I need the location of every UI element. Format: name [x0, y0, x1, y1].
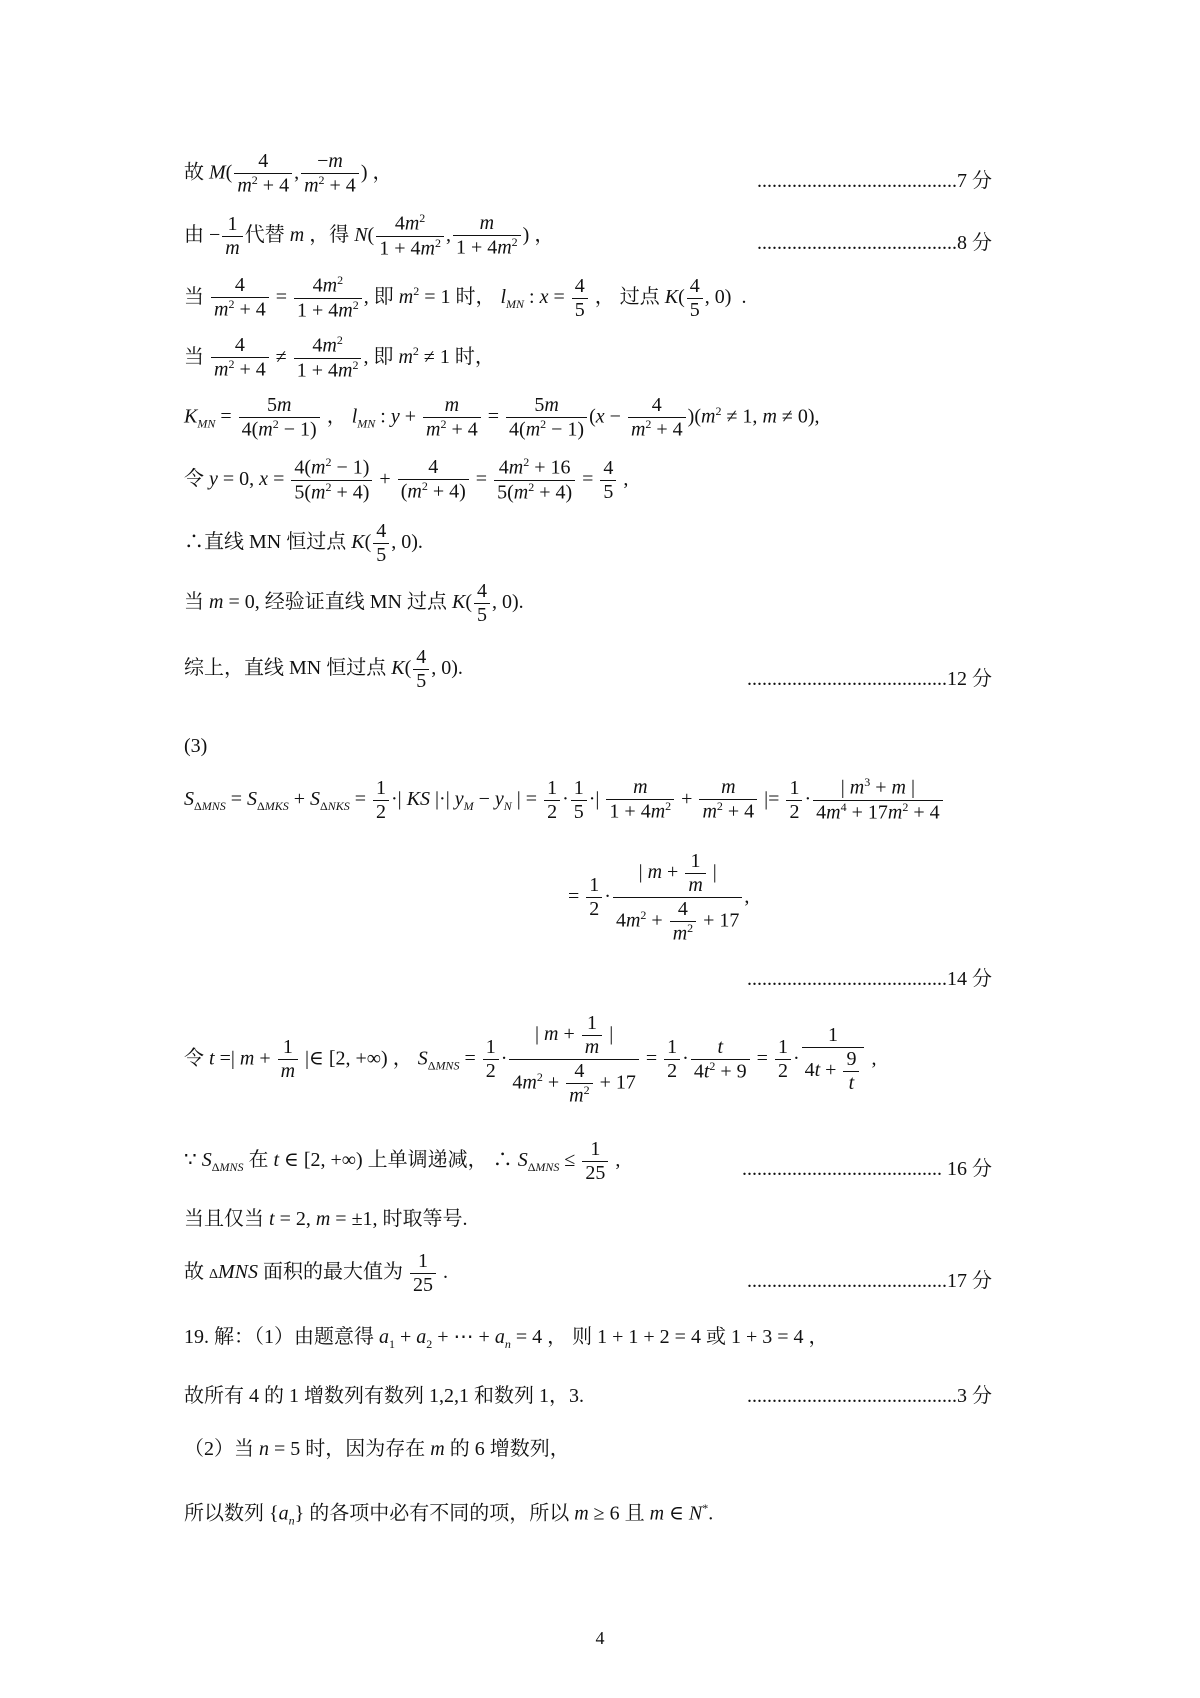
line-6: 令 y = 0, x = $\frac{4(m^2 - 1)}{5(m^2 + 4)}$ + $\frac{4}{(m^2 + 4)}$ = $\frac{4m^2 + 16}{5(m^2 + 4)}$ = $\frac{4}{5}$ , — [184, 455, 629, 504]
line-10: (3) — [184, 735, 208, 757]
line-4: 当 $\frac{4}{m^2 + 4}$ ≠ $\frac{4m^2}{1 + 4m^2}$ , 即 $m^2 \ne 1$ 时， — [184, 333, 495, 382]
line-3: 当 $\frac{4}{m^2 + 4}$ = $\frac{4m^2}{1 + 4m^2}$ , 即 $m^2 = 1$ 时， $l_{MN}$ : x = $\frac{4}{5}$ ， 过点 K( $\frac{4}{5}$ , 0) . — [184, 273, 747, 322]
line-8: 当 m = 0, 经验证直线 MN 过点 K( $\frac{4}{5}$ , 0). — [184, 580, 524, 626]
line-7: ∴直线 MN 恒过点 K( $\frac{4}{5}$ , 0). — [184, 520, 423, 566]
page-number: 4 — [595, 1628, 605, 1648]
line-5: $K_{MN}$ = $\frac{5m}{4(m^2 - 1)}$ ， $l_{MN}$ : y + $\frac{m}{m^2 + 4}$ = $\frac{5m}{4(m^2 - 1)}$ (x − $\frac{4}{m^2 + 4}$ )($m^2 \ne 1$, m ≠ 0), — [184, 394, 820, 441]
score-14: ........................................14 分 — [747, 968, 992, 990]
score-3: ..........................................3 分 — [747, 1385, 992, 1407]
line-11: $S_{\Delta MNS} = S_{\Delta MKS} + S_{\Delta NKS}$ = $\frac{1}{2}$ ·| KS |·| $y_M - y_N$ | = $\frac{1}{2}$ · $\frac{1}{5}$ ·| $\frac{m}{1 + 4m^2}$ + $\frac{m}{m^2 + 4}$ |= $\frac{1}{2}$ · $\frac{| m^3 + m |}{4m^4 + 17m^2 + 4}$ — [184, 776, 945, 824]
line-2: 由 − $\frac{1}{m}$ 代替 m ，得 N( $\frac{4m^2}{1 + 4m^2}$ , $\frac{m}{1 + 4m^2}$ ) ， — [184, 211, 555, 260]
line-1: 故 M( $\frac{4}{m^2 + 4}$ , $\frac{-m}{m^2 + 4}$ ) ， — [184, 150, 393, 197]
line-13: 令 t =| m + $\frac{1}{m}$ |∈ [2, +∞) ， $S_{\Delta MNS}$ = $\frac{1}{2}$ · | m + $\frac{1}{m}$ | $4m^2$ + $\frac{4}{m^2}$ + 17 = $\frac{1}{2}$ · $\frac{t}{4t^2 + 9}$ = $\frac{1}{2}$ · 1 4t + $\frac{9}{t}$ , — [184, 1012, 877, 1107]
score-16: ........................................ 16 分 — [742, 1158, 992, 1180]
score-7: ........................................7 分 — [757, 170, 992, 192]
line-14: ∵ $S_{\Delta MNS}$ 在 t ∈ [2, +∞) 上单调递减， ∴ $S_{\Delta MNS}$ ≤ $\frac{1}{25}$ , — [184, 1138, 621, 1184]
line-17: 19. 解：（1）由题意得 $a_1 + a_2$ + ⋯ + $a_n = 4$ ， 则 1 + 1 + 2 = 4 或 1 + 3 = 4 ， — [184, 1326, 829, 1351]
line-12: = $\frac{1}{2}$ · | m + $\frac{1}{m}$ | $4m^2$ + $\frac{4}{m^2}$ + 17 , — [568, 850, 750, 945]
score-8: ........................................8 分 — [757, 232, 992, 254]
line-19: （2）当 n = 5 时，因为存在 m 的 6 增数列， — [184, 1438, 570, 1460]
line-20: 所以数列 $\{a_n\}$ 的各项中必有不同的项，所以 m ≥ 6 且 m ∈ N*. — [184, 1501, 714, 1528]
line-18: 故所有 4 的 1 增数列有数列 1,2,1 和数列 1，3. — [184, 1385, 584, 1407]
score-17: ........................................17 分 — [747, 1270, 992, 1292]
line-15: 当且仅当 t = 2, m = ±1, 时取等号. — [184, 1208, 468, 1230]
line-9: 综上，直线 MN 恒过点 K( $\frac{4}{5}$ , 0). — [184, 646, 463, 692]
line-16: 故 ΔMNS 面积的最大值为 $\frac{1}{25}$ . — [184, 1250, 449, 1296]
score-12: ........................................12 分 — [747, 668, 992, 690]
